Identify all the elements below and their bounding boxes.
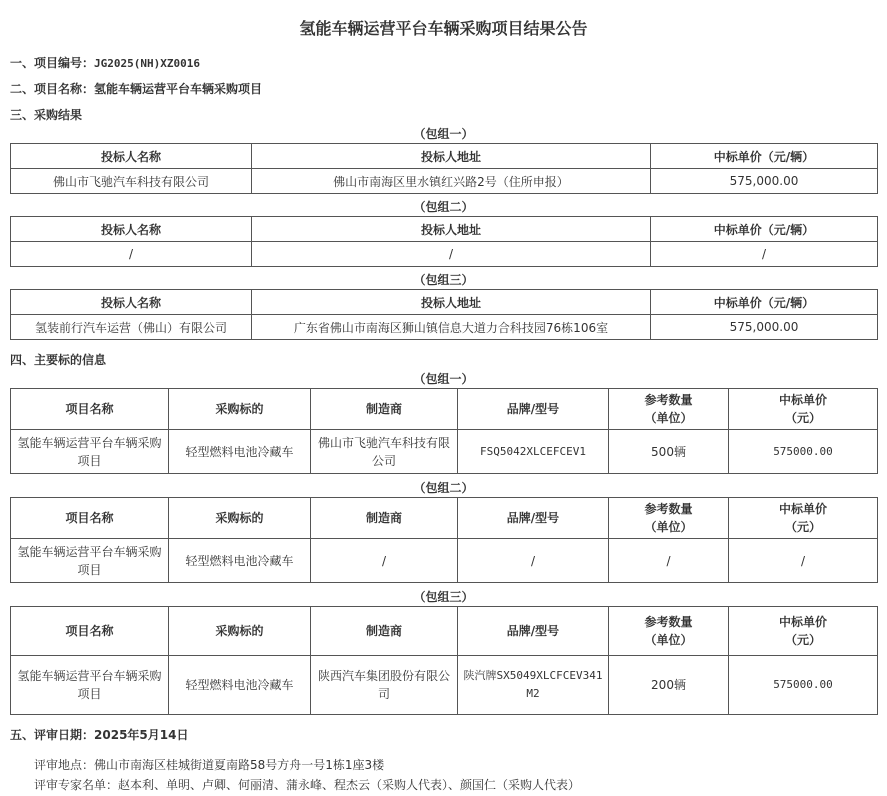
header-bidder-name: 投标人名称 [11,290,252,315]
brand-model: 陕汽牌SX5049XLCFCEV341M2 [458,656,609,715]
project-name: 氢能车辆运营平台车辆采购项目 [11,656,169,715]
header-award-price: 中标单价 （元） [729,389,878,430]
table-row [11,242,878,267]
header-procurement-item: 采购标的 [169,498,311,539]
manufacturer: 佛山市飞驰汽车科技有限公司 [311,430,458,474]
header-brand-model: 品牌/型号 [458,498,609,539]
table-row [11,169,878,194]
header-manufacturer: 制造商 [311,498,458,539]
bidder-address: / [252,242,651,267]
result-group-3-label: （包组三） [413,273,474,287]
table-row [11,430,878,474]
manufacturer: / [311,539,458,583]
award-price: 575000.00 [729,430,878,474]
header-brand-model: 品牌/型号 [458,389,609,430]
header-project-name: 项目名称 [11,498,169,539]
header-bidder-name: 投标人名称 [11,217,252,242]
bidder-address: 佛山市南海区里水镇红兴路2号（住所申报） [252,169,651,194]
project-number-value: JG2025(NH)XZ0016 [94,57,200,70]
table-row [11,539,878,583]
result-table-group-3 [10,289,878,340]
table-header-row [11,217,878,242]
header-unit-price: 中标单价（元/辆） [651,290,878,315]
header-manufacturer: 制造商 [311,607,458,656]
procurement-result-heading: 三、采购结果 [10,108,83,122]
info-table-group-1 [10,388,878,474]
info-table-group-2 [10,497,878,583]
table-header-row [11,607,878,656]
table-header-row [11,290,878,315]
bidder-name: / [11,242,252,267]
unit-price: 575,000.00 [651,169,878,194]
header-procurement-item: 采购标的 [169,607,311,656]
award-price: 575000.00 [729,656,878,715]
header-procurement-item: 采购标的 [169,389,311,430]
header-bidder-address: 投标人地址 [252,217,651,242]
table-row [11,656,878,715]
table-header-row [11,389,878,430]
header-bidder-name: 投标人名称 [11,144,252,169]
brand-model: FSQ5042XLCEFCEV1 [458,430,609,474]
header-project-name: 项目名称 [11,389,169,430]
bidder-address: 广东省佛山市南海区狮山镇信息大道力合科技园76栋106室 [252,315,651,340]
result-table-group-1 [10,143,878,194]
header-award-price: 中标单价 （元） [729,498,878,539]
project-name-line [10,80,262,97]
header-brand-model: 品牌/型号 [458,607,609,656]
review-experts: 评审专家名单：赵本利、单明、卢卿、何丽清、蒲永峰、程杰云（采购人代表）、颜国仁（采购人代表） [34,778,581,792]
project-name: 氢能车辆运营平台车辆采购项目 [11,539,169,583]
info-group-1-label: （包组一） [413,372,474,386]
ref-quantity: / [609,539,729,583]
bidder-name: 氢装前行汽车运营（佛山）有限公司 [11,315,252,340]
unit-price: 575,000.00 [651,315,878,340]
review-date-line [10,726,188,743]
header-bidder-address: 投标人地址 [252,290,651,315]
page-title: 氢能车辆运营平台车辆采购项目结果公告 [299,19,588,38]
info-table-group-3 [10,606,878,715]
project-name-value: 氢能车辆运营平台车辆采购项目 [94,82,263,96]
table-header-row [11,498,878,539]
header-unit-price: 中标单价（元/辆） [651,217,878,242]
ref-quantity: 500辆 [609,430,729,474]
project-name: 氢能车辆运营平台车辆采购项目 [11,430,169,474]
review-date-value: 2025年5月14日 [94,728,189,742]
project-name-label: 二、项目名称： [10,82,95,96]
main-item-info-heading: 四、主要标的信息 [10,353,107,367]
unit-price: / [651,242,878,267]
info-group-3-label: （包组三） [413,590,474,604]
header-ref-quantity: 参考数量 （单位） [609,498,729,539]
procurement-item: 轻型燃料电池冷藏车 [169,539,311,583]
header-manufacturer: 制造商 [311,389,458,430]
project-number-label: 一、项目编号： [10,56,95,70]
review-date-label: 五、评审日期： [10,728,95,742]
header-bidder-address: 投标人地址 [252,144,651,169]
info-group-2-label: （包组二） [413,481,474,495]
result-group-1-label: （包组一） [413,127,474,141]
procurement-item: 轻型燃料电池冷藏车 [169,656,311,715]
table-row [11,315,878,340]
header-ref-quantity: 参考数量 （单位） [609,389,729,430]
brand-model: / [458,539,609,583]
ref-quantity: 200辆 [609,656,729,715]
bidder-name: 佛山市飞驰汽车科技有限公司 [11,169,252,194]
table-header-row [11,144,878,169]
header-ref-quantity: 参考数量 （单位） [609,607,729,656]
result-group-2-label: （包组二） [413,200,474,214]
result-table-group-2 [10,216,878,267]
manufacturer: 陕西汽车集团股份有限公司 [311,656,458,715]
award-price: / [729,539,878,583]
review-location: 评审地点：佛山市南海区桂城街道夏南路58号方舟一号1栋1座3楼 [34,758,385,772]
procurement-item: 轻型燃料电池冷藏车 [169,430,311,474]
header-project-name: 项目名称 [11,607,169,656]
header-award-price: 中标单价 （元） [729,607,878,656]
header-unit-price: 中标单价（元/辆） [651,144,878,169]
project-number-line [10,54,200,71]
